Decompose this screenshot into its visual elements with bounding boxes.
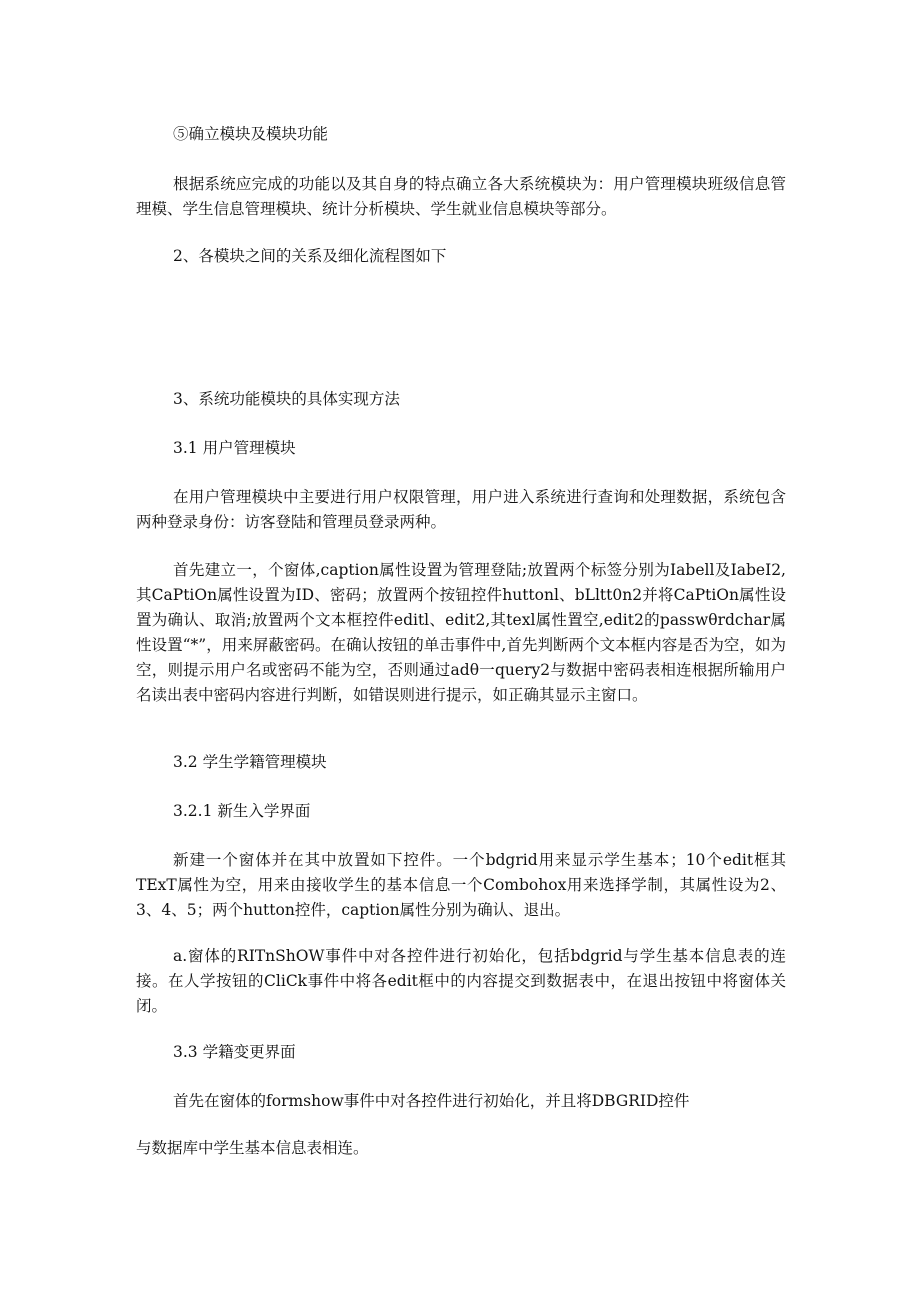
- paragraph-enrollment-form: 新建一个窗体并在其中放置如下控件。一个bdgrid用来显示学生基本；10个edit框其TExT属性为空，用来由接收学生的基本信息一个Combohox用来选择学制，其属性设为2、3、4、5；两个hutton控件，caption属性分别为确认、退出。: [136, 851, 786, 919]
- subsection-heading-status-change: 3.3 学籍变更界面: [173, 1043, 296, 1061]
- subsection-heading-student-records: 3.2 学生学籍管理模块: [173, 753, 327, 771]
- subsection-heading-user-management: 3.1 用户管理模块: [173, 439, 296, 457]
- paragraph-login-form: 首先建立一，个窗体,caption属性设置为管理登陆;放置两个标签分别为Iabell及IabeI2,其CaPtiOn属性设置为ID、密码；放置两个按钮控件huttonl、bLltt0n2并将CaPtiOn属性设置为确认、取消;放置两个文本框控件editl、edit2,其texl属性置空,edit2的passwθrdchar属性设置“*”，用来屏蔽密码。在确认按钮的单击事件中,首先判断两个文本框内容是否为空，如为空，则提示用户名或密码不能为空，否则通过adθ一query2与数据中密码表相连根据所输用户名读出表中密码内容进行判断，如错误则进行提示，如正确其显示主窗口。: [136, 561, 786, 704]
- section-heading-flowchart: 2、各模块之间的关系及细化流程图如下: [173, 247, 447, 265]
- section-heading-modules: ⑤确立模块及模块功能: [173, 125, 329, 143]
- paragraph-formshow: 首先在窗体的formshow事件中对各控件进行初始化，并且将DBGRID控件: [173, 1092, 690, 1110]
- paragraph-user-management: 在用户管理模块中主要进行用户权限管理，用户进入系统进行查询和处理数据，系统包含两种登录身份：访客登陆和管理员登录两种。: [136, 488, 786, 531]
- subsection-heading-enrollment: 3.2.1 新生入学界面: [173, 802, 311, 820]
- paragraph-module-list: 根据系统应完成的功能以及其自身的特点确立各大系统模块为：用户管理模块班级信息管理模、学生信息管理模块、统计分析模块、学生就业信息模块等部分。: [136, 175, 786, 218]
- paragraph-dbgrid-connection: 与数据库中学生基本信息表相连。: [136, 1139, 369, 1157]
- section-heading-implementation: 3、系统功能模块的具体实现方法: [173, 390, 400, 408]
- paragraph-form-initialization: a.窗体的RITnShOW事件中对各控件进行初始化，包括bdgrid与学生基本信息表的连接。在人学按钮的CliCk事件中将各edit框中的内容提交到数据表中，在退出按钮中将窗体关闭。: [136, 947, 786, 1015]
